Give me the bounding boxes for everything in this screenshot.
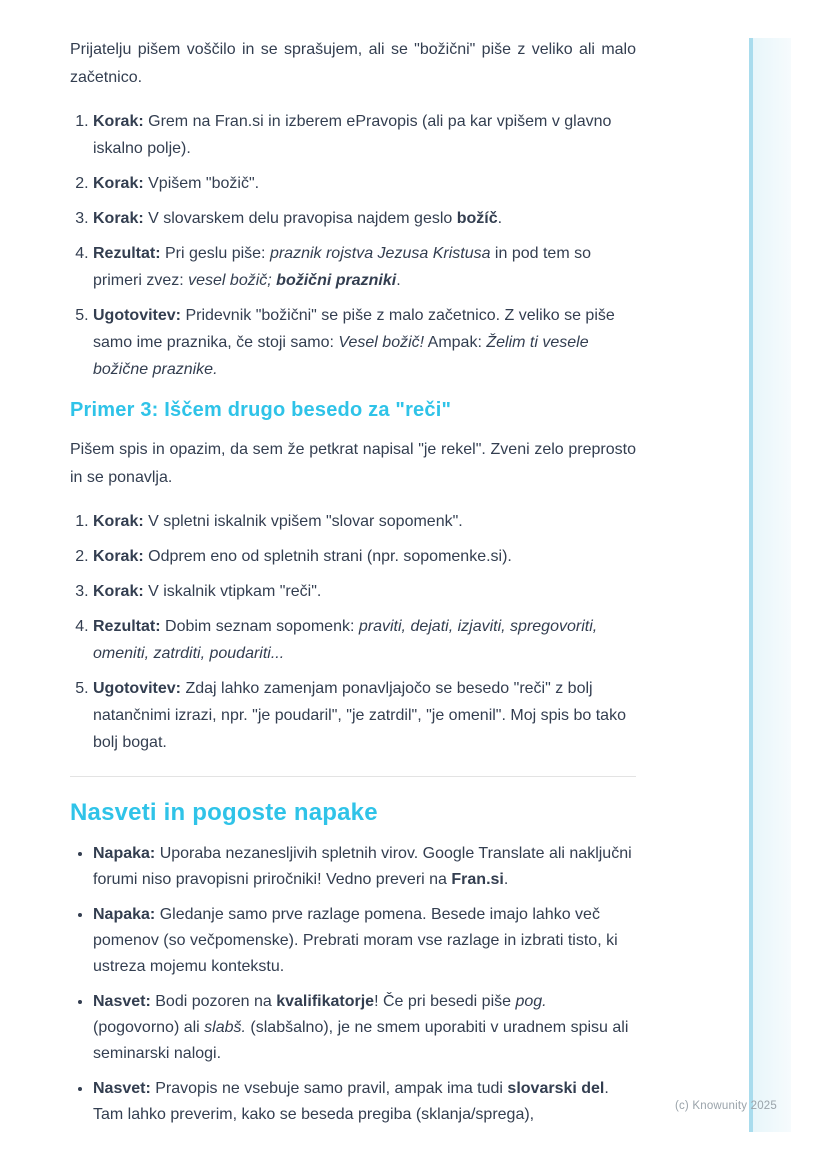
text-segment: božíč	[456, 210, 498, 227]
text-segment: Ampak:	[424, 334, 487, 351]
text-segment: Korak:	[93, 175, 144, 192]
text-segment: Napaka:	[93, 906, 156, 923]
text-segment: .	[396, 272, 401, 289]
text-segment: ! Če pri besedi piše	[374, 993, 516, 1010]
text-segment: praznik rojstva Jezusa Kristusa	[269, 245, 491, 262]
list-item	[93, 1076, 636, 1128]
text-segment: Pri geslu piše:	[160, 245, 270, 262]
section-heading-tips: Nasveti in pogoste napake	[70, 799, 378, 826]
text-segment: Pišem spis in opazim, da sem že petkrat napisal "je rekel". Zveni zelo preprosto in se ponavlja.	[70, 441, 636, 486]
text-segment: Fran.si	[451, 871, 504, 888]
text-segment: .	[503, 871, 509, 888]
list-item	[93, 675, 636, 756]
text-segment: Rezultat:	[93, 618, 161, 635]
list-item	[93, 302, 636, 383]
text-segment: vesel božič;	[188, 272, 277, 289]
text-segment: Korak:	[93, 513, 144, 530]
text-segment: Odprem eno od spletnih strani (npr. sopomenke.si).	[143, 548, 512, 565]
steps-list-sopomenke	[70, 508, 636, 756]
text-segment: Pridevnik "božični" se piše z malo začetnico. Z veliko se piše samo ime praznika, če stoji samo:	[93, 307, 615, 351]
text-segment: Nasvet:	[93, 993, 151, 1010]
steps-list-bozic	[70, 108, 636, 383]
list-item	[93, 578, 636, 605]
list-item	[93, 108, 636, 162]
text-segment: Grem na Fran.si in izberem ePravopis (ali pa kar vpišem v glavno iskalno polje).	[93, 113, 612, 157]
primer3-paragraph	[70, 436, 636, 492]
tips-list	[70, 841, 636, 1128]
text-segment: Bodi pozoren na	[150, 993, 277, 1010]
text-segment: Uporaba nezanesljivih spletnih virov. Google Translate ali naključni forumi niso pravopisni priročniki! Vedno preveri na	[93, 845, 632, 888]
text-segment: . Tam lahko preverim, kako se beseda pregiba (sklanja/sprega),	[93, 1080, 609, 1123]
text-segment: slovarski del	[507, 1080, 605, 1097]
text-segment: Korak:	[93, 210, 144, 227]
list-item	[93, 613, 636, 667]
text-segment: Pravopis ne vsebuje samo pravil, ampak ima tudi	[150, 1080, 508, 1097]
text-segment: slabš.	[204, 1019, 246, 1036]
text-segment: Želim ti vesele božične praznike.	[93, 334, 589, 378]
section-heading-primer3: Primer 3: Iščem drugo besedo za "reči"	[70, 399, 452, 421]
text-segment: Ugotovitev:	[93, 680, 181, 697]
text-segment: Rezultat:	[93, 245, 161, 262]
text-segment: Prijatelju pišem voščilo in se sprašujem, ali se "božični" piše z veliko ali malo začetnico.	[70, 41, 636, 86]
text-segment: Nasvet:	[93, 1080, 151, 1097]
text-segment: V iskalnik vtipkam "reči".	[143, 583, 322, 600]
section-divider	[70, 776, 636, 777]
text-segment: Vpišem "božič".	[143, 175, 260, 192]
list-item	[93, 841, 636, 893]
text-segment: Zdaj lahko zamenjam ponavljajočo se besedo "reči" z bolj natančnimi izrazi, npr. "je poudaril", "je zatrdil", "je omenil". Moj spis bo tako bolj bogat.	[93, 680, 626, 751]
copyright-footer: (c) Knowunity 2025	[674, 1100, 777, 1112]
text-segment: božični prazniki	[276, 272, 397, 289]
intro-paragraph	[70, 36, 636, 92]
text-segment: Korak:	[93, 548, 144, 565]
text-segment: Napaka:	[93, 845, 156, 862]
text-segment: Gledanje samo prve razlage pomena. Besede imajo lahko več pomenov (so večpomenske). Prebrati moram vse razlage in izbrati tisto, ki ustreza mojemu kontekstu.	[93, 906, 618, 975]
text-segment: .	[497, 210, 503, 227]
text-segment: Ugotovitev:	[93, 307, 181, 324]
text-segment: Korak:	[93, 583, 144, 600]
list-item	[93, 240, 636, 294]
document-page-content	[70, 36, 636, 1137]
list-item	[93, 543, 636, 570]
text-segment: Dobim seznam sopomenk:	[160, 618, 359, 635]
text-segment: Vesel božič!	[338, 334, 425, 351]
list-item	[93, 170, 636, 197]
text-segment: V spletni iskalnik vpišem "slovar sopomenk".	[143, 513, 463, 530]
text-segment: kvalifikatorje	[276, 993, 375, 1010]
text-segment: (pogovorno) ali	[93, 1019, 205, 1036]
list-item	[93, 508, 636, 535]
text-segment: pog.	[515, 993, 547, 1010]
text-segment: in pod tem so primeri zvez:	[93, 245, 591, 289]
text-segment: (slabšalno), je ne smem uporabiti v uradnem spisu ali seminarski nalogi.	[93, 1019, 629, 1062]
list-item	[93, 902, 636, 980]
list-item	[93, 205, 636, 232]
text-segment: V slovarskem delu pravopisa najdem geslo	[143, 210, 457, 227]
list-item	[93, 989, 636, 1067]
text-segment: praviti, dejati, izjaviti, spregovoriti, omeniti, zatrditi, poudariti...	[93, 618, 598, 662]
right-accent-bar	[749, 38, 791, 1132]
text-segment: Korak:	[93, 113, 144, 130]
